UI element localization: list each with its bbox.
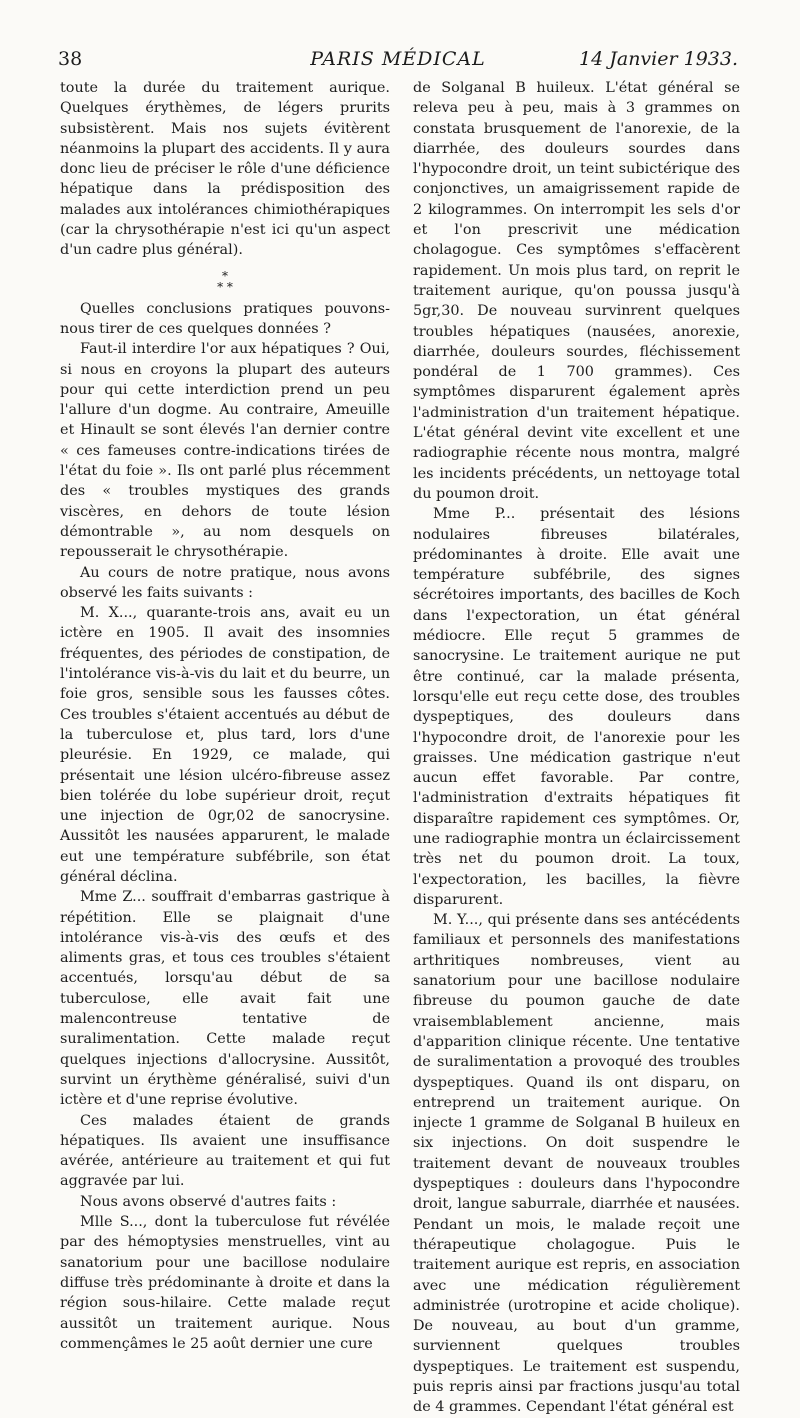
page-number: 38 [58, 48, 83, 70]
page-header [58, 48, 738, 74]
case-paragraph: Mme Z... souffrait d'embarras gastrique à répétition. Elle se plaignait d'une intolérance vis-à-vis des œufs et des aliments gras, et tous ces troubles s'étaient accentués, lorsqu'au début de sa tuberculose, elle avait fait une malencontreuse tentative de suralimentation. Cette malade reçut quelques injections d'allocrysine. Aussitôt, survint un érythème généralisé, suivi d'un ictère et d'une reprise évolutive. [60, 889, 390, 1109]
case-paragraph: M. Y..., qui présente dans ses antécédents familiaux et personnels des manifestations arthritiques nombreuses, vient au sanatorium pour une bacillose nodulaire fibreuse du poumon gauche de date vraisemblablement ancienne, mais d'apparition clinique récente. Une tentative de suralimentation a provoqué des troubles dyspeptiques. Quand ils ont disparu, on entreprend un traitement aurique. On injecte 1 gramme de Solganal B huileux en six injections. On doit suspendre le traitement devant de nouveaux troubles dyspeptiques : douleurs dans l'hypocondre droit, langue saburrale, diarrhée et nausées. Pendant un mois, le malade reçoit une thérapeutique cholagogue. Puis le traitement aurique est repris, en association avec une médication régulièrement administrée (urotropine et acide cholique). De nouveau, au bout d'un gramme, surviennent quelques troubles dyspeptiques. Le traitement est suspendu, puis repris ainsi par fractions jusqu'au total de 4 grammes. Cependant l'état général est [413, 912, 740, 1416]
separator-star-top: * [222, 268, 228, 283]
paragraph: Faut-il interdire l'or aux hépatiques ? Oui, si nous en croyons la plupart des auteurs pour qui cette interdiction prend un peu l'allure d'un dogme. Au contraire, Ameuille et Hinault se sont élevés l'an dernier contre « ces fameuses contre-indications tirées de l'état du foie ». Ils ont parlé plus récemment des « troubles mystiques des grands viscères, en dehors de toute lésion démontrable », au nom desquels on repousserait le chrysothérapie. [60, 341, 390, 561]
issue-date: 14 Janvier 1933. [579, 48, 738, 70]
paragraph: Quelles conclusions pratiques pouvons-nous tirer de ces quelques données ? [60, 300, 390, 337]
paragraph: de Solganal B huileux. L'état général se releva peu à peu, mais à 3 grammes on constata brusquement de l'anorexie, de la diarrhée, des douleurs sourdes dans l'hypocondre droit, un teint subictérique des conjonctives, un amaigrissement rapide de 2 kilogrammes. On interrompit les sels d'or et l'on prescrivit une médication cholagogue. Ces symptômes s'effacèrent rapidement. Un mois plus tard, on reprit le traitement aurique, qu'on poussa jusqu'à 5gr,30. De nouveau survinrent quelques troubles hépatiques (nausées, anorexie, diarrhée, douleurs sourdes, fléchissement pondéral de 1 700 grammes). Ces symptômes disparurent également après l'administration d'un traitement hépatique. L'état général devint vite excellent et une radiographie récente nous montra, malgré les incidents précédents, un nettoyage total du poumon droit. [413, 80, 740, 502]
section-separator [60, 268, 390, 294]
left-column [60, 78, 390, 1354]
right-column [413, 78, 740, 1418]
paragraph: toute la durée du traitement aurique. Quelques érythèmes, de légers prurits subsistèrent. Mais nos sujets évitèrent néanmoins la plupart des accidents. Il y aura donc lieu de préciser le rôle d'une déficience hépatique dans la prédisposition des malades aux intolérances chimiothérapiques (car la chrysothérapie n'est ici qu'un aspect d'un cadre plus général). [60, 80, 390, 259]
paragraph: Ces malades étaient de grands hépatiques. Ils avaient une insuffisance avérée, antérieure au traitement et qui fut aggravée par lui. [60, 1112, 390, 1190]
paragraph: Nous avons observé d'autres faits : [80, 1193, 337, 1210]
separator-stars-bottom: * * [217, 279, 233, 294]
paragraph: Au cours de notre pratique, nous avons observé les faits suivants : [60, 564, 390, 601]
case-paragraph: M. X..., quarante-trois ans, avait eu un ictère en 1905. Il avait des insomnies fréquentes, des périodes de constipation, de l'intolérance vis-à-vis du lait et du beurre, un foie gros, sensible sous les fausses côtes. Ces troubles s'étaient accentués au début de la tuberculose et, plus tard, lors d'une pleurésie. En 1929, ce malade, qui présentait une lésion ulcéro-fibreuse assez bien tolérée du lobe supérieur droit, reçut une injection de 0gr,02 de sanocrysine. Aussitôt les nausées apparurent, le malade eut une température subfébrile, son état général déclina. [60, 605, 390, 885]
case-paragraph: Mme P... présentait des lésions nodulaires fibreuses bilatérales, prédominantes à droite. Elle avait une température subfébrile, des signes sécrétoires importants, des bacilles de Koch dans l'expectoration, un état général médiocre. Elle reçut 5 grammes de sanocrysine. Le traitement aurique ne put être continué, car la malade présenta, lorsqu'elle eut reçu cette dose, des troubles dyspeptiques, des douleurs dans l'hypocondre droit, de l'anorexie pour les graisses. Une médication gastrique n'eut aucun effet favorable. Par contre, l'administration d'extraits hépatiques fit disparaître rapidement ces symptômes. Or, une radiographie montra un éclaircissement très net du poumon droit. La toux, l'expectoration, les bacilles, la fièvre disparurent. [413, 506, 740, 908]
journal-title: PARIS MÉDICAL [310, 48, 486, 70]
case-paragraph: Mlle S..., dont la tuberculose fut révélée par des hémoptysies menstruelles, vint au sanatorium pour une bacillose nodulaire diffuse très prédominante à droite et dans la région sous-hilaire. Cette malade reçut aussitôt un traitement aurique. Nous commençâmes le 25 août dernier une cure [60, 1214, 390, 1352]
